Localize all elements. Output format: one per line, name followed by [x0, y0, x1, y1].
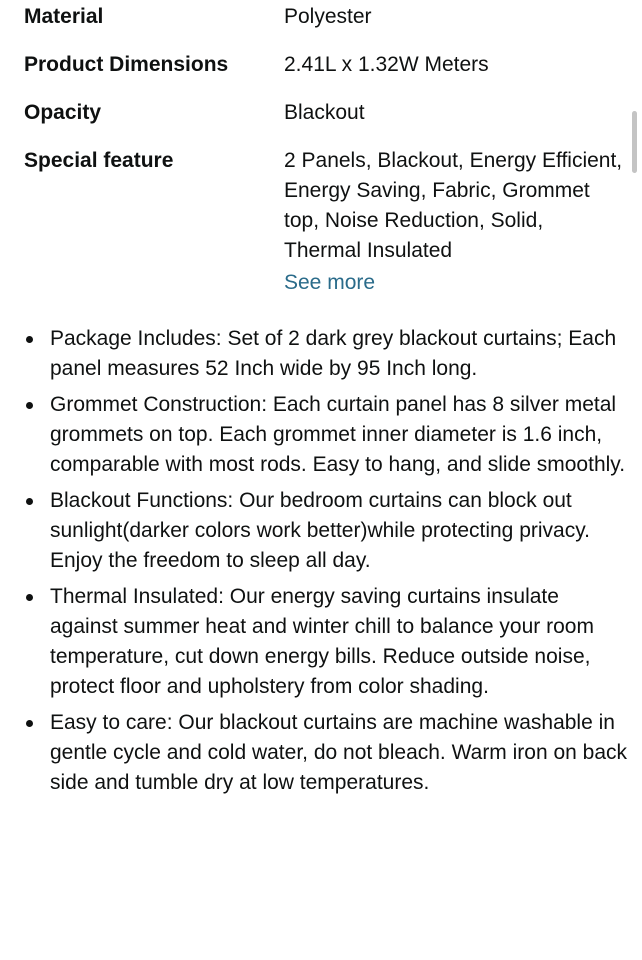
- list-item: [0, 708, 642, 798]
- bullet-text: Thermal Insulated: Our energy saving curtains insulate against summer heat and winter chill to balance your room temperature, cut down energy bills. Reduce outside noise, protect floor and upholstery from color shading.: [50, 585, 594, 698]
- scrollbar-thumb[interactable]: [632, 111, 637, 173]
- spec-value: 2.41L x 1.32W Meters: [284, 53, 489, 76]
- bullet-text: Blackout Functions: Our bedroom curtains can block out sunlight(darker colors work better)while protecting privacy. Enjoy the freedom to sleep all day.: [50, 489, 590, 572]
- see-more-link[interactable]: See more: [284, 271, 376, 294]
- spec-value: 2 Panels, Blackout, Energy Efficient, Energy Saving, Fabric, Grommet top, Noise Reduction, Solid, Thermal Insulated: [284, 149, 623, 262]
- spec-label: Special feature: [24, 149, 174, 172]
- bullet-icon: [26, 336, 33, 343]
- list-item: [0, 582, 642, 702]
- bullet-icon: [26, 498, 33, 505]
- spec-label: Opacity: [24, 101, 102, 124]
- spec-label: Material: [24, 5, 104, 28]
- spec-value: Polyester: [284, 5, 372, 28]
- list-item: [0, 390, 642, 480]
- feature-bullet-list: [0, 324, 642, 804]
- bullet-icon: [26, 594, 33, 601]
- bullet-text: Package Includes: Set of 2 dark grey blackout curtains; Each panel measures 52 Inch wide by 95 Inch long.: [50, 327, 617, 380]
- bullet-text: Easy to care: Our blackout curtains are machine washable in gentle cycle and cold water, do not bleach. Warm iron on back side and tumble dry at low temperatures.: [50, 711, 628, 794]
- list-item: [0, 324, 642, 384]
- list-item: [0, 486, 642, 576]
- bullet-icon: [26, 402, 33, 409]
- spec-label: Product Dimensions: [24, 53, 229, 76]
- bullet-text: Grommet Construction: Each curtain panel has 8 silver metal grommets on top. Each grommet inner diameter is 1.6 inch, comparable with most rods. Easy to hang, and slide smoothly.: [50, 393, 626, 476]
- spec-value: Blackout: [284, 101, 365, 124]
- bullet-icon: [26, 720, 33, 727]
